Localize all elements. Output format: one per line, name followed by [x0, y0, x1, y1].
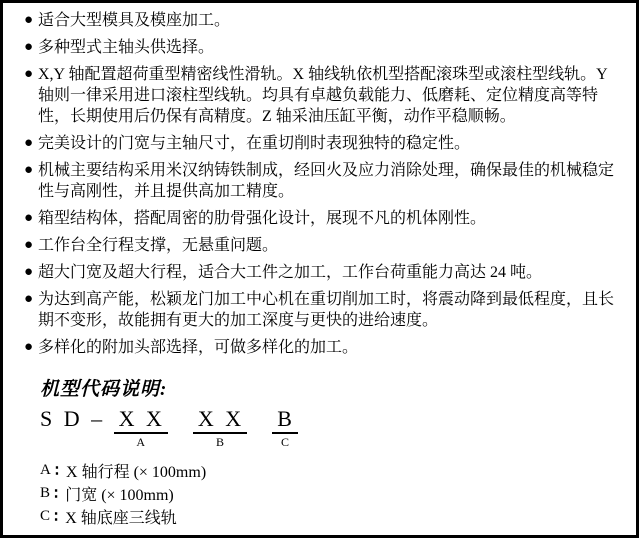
legend-colon: ∶ [54, 508, 59, 526]
code-label-b: B [216, 435, 225, 449]
bullet-icon: ● [24, 237, 34, 253]
feature-item [25, 10, 619, 31]
code-group-b [193, 407, 247, 449]
code-placeholder-b: X X [193, 407, 247, 434]
feature-item [25, 37, 619, 58]
feature-item [25, 208, 619, 229]
bullet-icon: ● [24, 12, 34, 28]
document-content [3, 3, 636, 528]
feature-text: X,Y 轴配置超荷重型精密线性滑轨。X 轴线轨依机型搭配滚珠型或滚柱型线轨。Y 轴则一律采用进口滚柱型线轨。均具有卓越负载能力、低磨耗、定位精度高等特性，长期使用后仍保有高精度。Z 轴采油压缸平衡，动作平稳顺畅。 [38, 66, 608, 125]
legend-row-c [40, 505, 620, 528]
code-placeholder-a: X X [114, 407, 168, 434]
bullet-icon: ● [24, 264, 34, 280]
bullet-icon: ● [24, 135, 34, 151]
feature-text: 工作台全行程支撑，无悬重问题。 [38, 237, 279, 254]
legend-row-a [40, 459, 620, 482]
feature-item [25, 337, 619, 358]
feature-item [25, 133, 619, 154]
code-group-a [114, 407, 168, 449]
bullet-icon: ● [24, 291, 34, 307]
legend-key: C [40, 508, 51, 524]
feature-item [25, 160, 619, 202]
feature-text: 多样化的附加头部选择，可做多样化的加工。 [38, 339, 359, 356]
feature-item [25, 235, 619, 256]
feature-text: 箱型结构体，搭配周密的肋骨强化设计，展现不凡的机体刚性。 [38, 210, 487, 227]
model-code-formula [40, 407, 620, 449]
code-group-c [272, 407, 298, 449]
feature-text: 适合大型模具及模座加工。 [38, 12, 231, 29]
model-code-legend [40, 459, 620, 528]
feature-list [25, 10, 619, 358]
feature-item [25, 64, 619, 127]
bullet-icon: ● [24, 39, 34, 55]
legend-key: B [40, 485, 51, 501]
legend-colon: ∶ [54, 485, 59, 503]
feature-text: 机械主要结构采用米汉纳铸铁制成，经回火及应力消除处理，确保最佳的机械稳定性与高刚性，并且提供高加工精度。 [38, 162, 615, 200]
model-code-section [40, 374, 620, 528]
legend-row-b [40, 482, 620, 505]
feature-text: 多种型式主轴头供选择。 [38, 39, 215, 56]
bullet-icon: ● [24, 162, 34, 178]
code-label-a: A [136, 435, 146, 449]
feature-item [25, 262, 619, 283]
legend-desc: 门宽 (× 100mm) [65, 487, 174, 504]
legend-desc: X 轴底座三线轨 [65, 510, 177, 527]
bullet-icon: ● [24, 339, 34, 355]
feature-item [25, 289, 619, 331]
legend-key: A [40, 462, 51, 478]
code-placeholder-c: B [272, 407, 298, 434]
feature-text: 为达到高产能，松颖龙门加工中心机在重切削加工时，将震动降到最低程度，且长期不变形，故能拥有更大的加工深度与更快的进给速度。 [38, 291, 615, 329]
feature-text: 超大门宽及超大行程，适合大工件之加工，工作台荷重能力高达 24 吨。 [38, 264, 543, 281]
legend-desc: X 轴行程 (× 100mm) [66, 464, 207, 481]
code-label-c: C [281, 435, 290, 449]
legend-colon: ∶ [54, 462, 60, 480]
bullet-icon: ● [24, 210, 34, 226]
feature-text: 完美设计的门宽与主轴尺寸，在重切削时表现独特的稳定性。 [38, 135, 471, 152]
model-code-prefix: S D – [40, 406, 114, 431]
model-code-heading: 机型代码说明: [40, 379, 168, 400]
bullet-icon: ● [24, 66, 34, 82]
